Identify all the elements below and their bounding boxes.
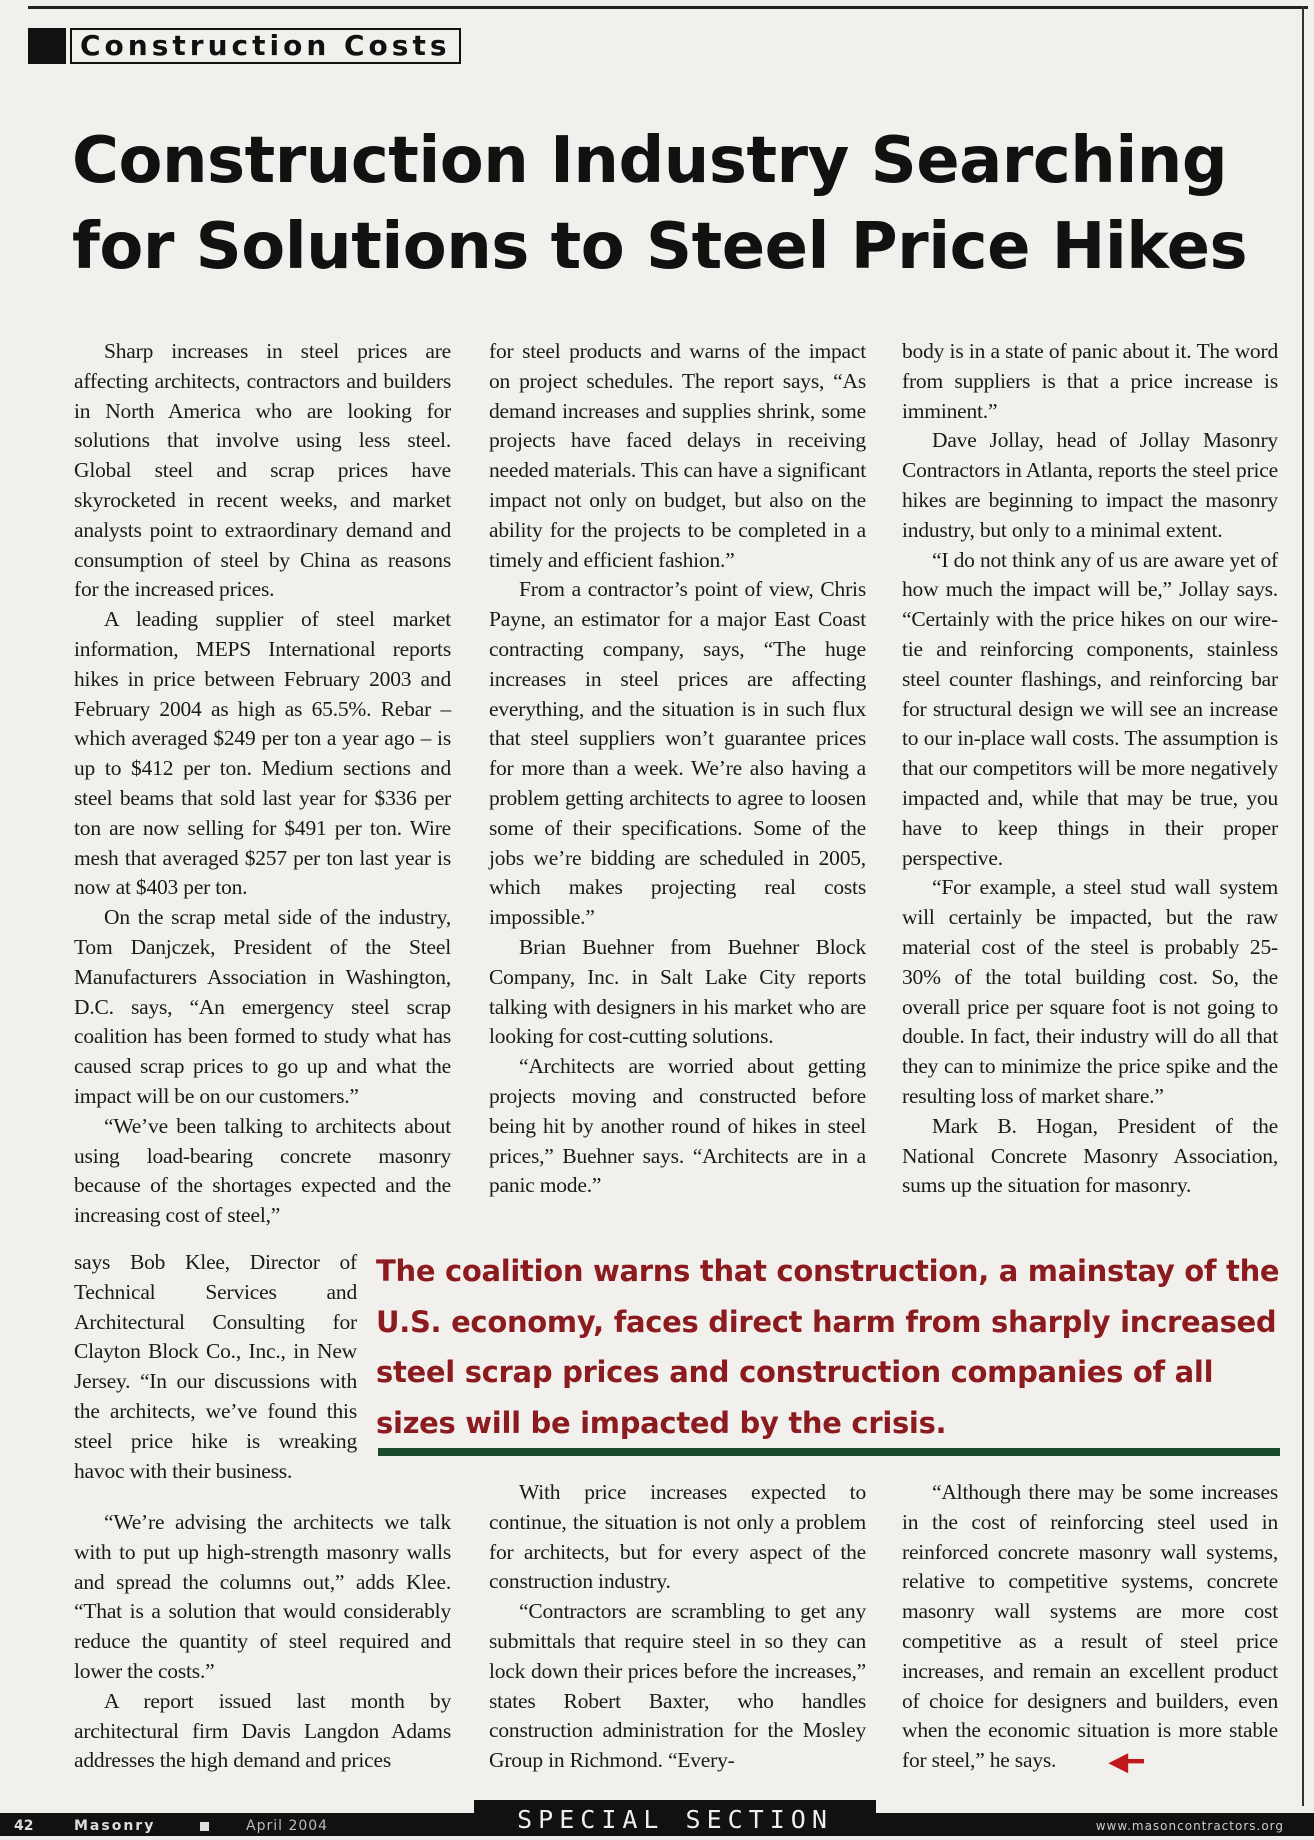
paragraph: “I do not think any of us are aware yet of how much the impact will be,” Jollay says. “Certainly with the price hikes on our wire-tie and reinforcing components, stainless steel counter flashings, and reinforcing bar for structural design we will see an increase to our in-place wall costs. The assumption is that our competitors will be more negatively impacted and, while that may be true, you have to keep things in their proper perspective. xyxy=(902,547,1278,870)
paragraph: body is in a state of panic about it. The word from suppliers is that a price increase is imminent.” xyxy=(902,339,1278,423)
closing-paragraph: “Although there may be some increases in the cost of reinforcing steel used in reinforced concrete masonry wall systems, relative to competitive systems, concrete masonry wall systems are more cost competitive as a result of steel price increases, and remain an excellent product of choice for designers and builders, even when the economic situation is more stable for steel,” he says. xyxy=(902,1480,1278,1773)
paragraph: On the scrap metal side of the industry, Tom Danjczek, President of the Steel Manufacturers Association in Washington, D.C. says, “An emergency steel scrap coalition has been formed to study what has caused scrap prices to go up and what the impact will be on our customers.” xyxy=(74,905,451,1108)
headline-line-1: Construction Industry Searching xyxy=(72,124,1228,198)
right-rule xyxy=(1302,6,1304,1806)
column-3-lower xyxy=(902,1478,1278,1776)
column-1-lower xyxy=(74,1508,451,1776)
section-header xyxy=(28,28,461,64)
paragraph: “Contractors are scrambling to get any submittals that require steel in so they can lock down their prices before the increases,” states Robert Baxter, who handles construction administration for the Mosley Group in Richmond. “Every- xyxy=(489,1599,866,1773)
special-section-tab: SPECIAL SECTION xyxy=(474,1800,876,1836)
paragraph: “Architects are worried about getting projects moving and constructed before being hit by another round of hikes in steel prices,” Buehner says. “Architects are in a panic mode.” xyxy=(489,1054,866,1198)
column-3 xyxy=(902,337,1278,1201)
magazine-name: Masonry xyxy=(74,1818,156,1834)
website-url: www.masoncontractors.org xyxy=(1095,1819,1284,1833)
paragraph: A report issued last month by architectural firm Davis Langdon Adams addresses the high demand and prices xyxy=(74,1688,451,1773)
column-1 xyxy=(74,337,451,1231)
headline xyxy=(72,118,1302,290)
issue-date: April 2004 xyxy=(246,1818,329,1834)
page-number: 42 xyxy=(14,1818,34,1834)
column-1-narrow xyxy=(74,1248,357,1486)
paragraph: A leading supplier of steel market information, MEPS International reports hikes in price between February 2003 and February 2004 as high as 65.5%. Rebar – which averaged $249 per ton a year ago – is up to $412 per ton. Medium sections and steel beams that sold last year for $336 per ton are now selling for $491 per ton. Wire mesh that averaged $257 per ton last year is now at $403 per ton. xyxy=(74,607,451,900)
paragraph: Dave Jollay, head of Jollay Masonry Contractors in Atlanta, reports the steel price hikes are beginning to impact the masonry industry, but only to a minimal extent. xyxy=(902,428,1278,542)
top-rule xyxy=(28,6,1308,9)
headline-line-2: for Solutions to Steel Price Hikes xyxy=(72,210,1248,284)
paragraph: “For example, a steel stud wall system will certainly be impacted, but the raw material cost of the steel is probably 25-30% of the total building cost. So, the overall price per square foot is not going to double. In fact, their industry will do all that they can to minimize the price spike and the resulting loss of market share.” xyxy=(902,875,1278,1108)
section-label: Construction Costs xyxy=(70,28,461,64)
column-2 xyxy=(489,337,866,1201)
pull-quote-rule xyxy=(378,1448,1280,1456)
column-2-lower xyxy=(489,1478,866,1776)
paragraph: for steel products and warns of the impact on project schedules. The report says, “As demand increases and supplies shrink, some projects have faced delays in receiving needed materials. This can have a significant impact not only on budget, but also on the ability for the projects to be completed in a timely and efficient fashion.” xyxy=(489,339,866,572)
paragraph: “We’ve been talking to architects about using load-bearing concrete masonry because of the shortages expected and the increasing cost of steel,” xyxy=(74,1113,451,1228)
pull-quote: The coalition warns that construction, a mainstay of the U.S. economy, faces direct harm from sharply increased steel scrap prices and construction companies of all sizes will be impacted by the crisis. xyxy=(376,1254,1280,1440)
paragraph xyxy=(902,1478,1278,1776)
paragraph: says Bob Klee, Director of Technical Services and Architectural Consulting for Clayton Block Co., Inc., in New Jersey. “In our discussions with the architects, we’ve found this steel price hike is wreaking havoc with their business. xyxy=(74,1250,357,1483)
paragraph: Brian Buehner from Buehner Block Company, Inc. in Salt Lake City reports talking with designers in his market who are looking for cost-cutting solutions. xyxy=(489,934,866,1049)
paragraph: From a contractor’s point of view, Chris Payne, an estimator for a major East Coast contracting company, says, “The huge increases in steel prices are affecting everything, and the situation is in such flux that steel suppliers won’t guarantee prices for more than a week. We’re also having a problem getting architects to agree to loosen some of their specifications. Some of the jobs we’re bidding are scheduled in 2005, which makes projecting real costs impossible.” xyxy=(489,577,866,930)
paragraph: Sharp increases in steel prices are affecting architects, contractors and builders in North America who are looking for solutions that involve using less steel. Global steel and scrap prices have skyrocketed in recent weeks, and market analysts point to extraordinary demand and consumption of steel by China as reasons for the increased prices. xyxy=(74,339,451,602)
section-square-icon xyxy=(28,28,66,64)
paragraph: With price increases expected to continue, the situation is not only a problem for architects, but for every aspect of the construction industry. xyxy=(489,1480,866,1594)
end-mark-icon: ◀━ xyxy=(1108,1747,1144,1778)
footer-square-icon xyxy=(200,1822,209,1831)
paragraph: “We’re advising the architects we talk with to put up high-strength masonry walls and spread the columns out,” adds Klee. “That is a solution that would considerably reduce the quantity of steel required and lower the costs.” xyxy=(74,1510,451,1683)
paragraph: Mark B. Hogan, President of the National Concrete Masonry Association, sums up the situation for masonry. xyxy=(902,1113,1278,1198)
